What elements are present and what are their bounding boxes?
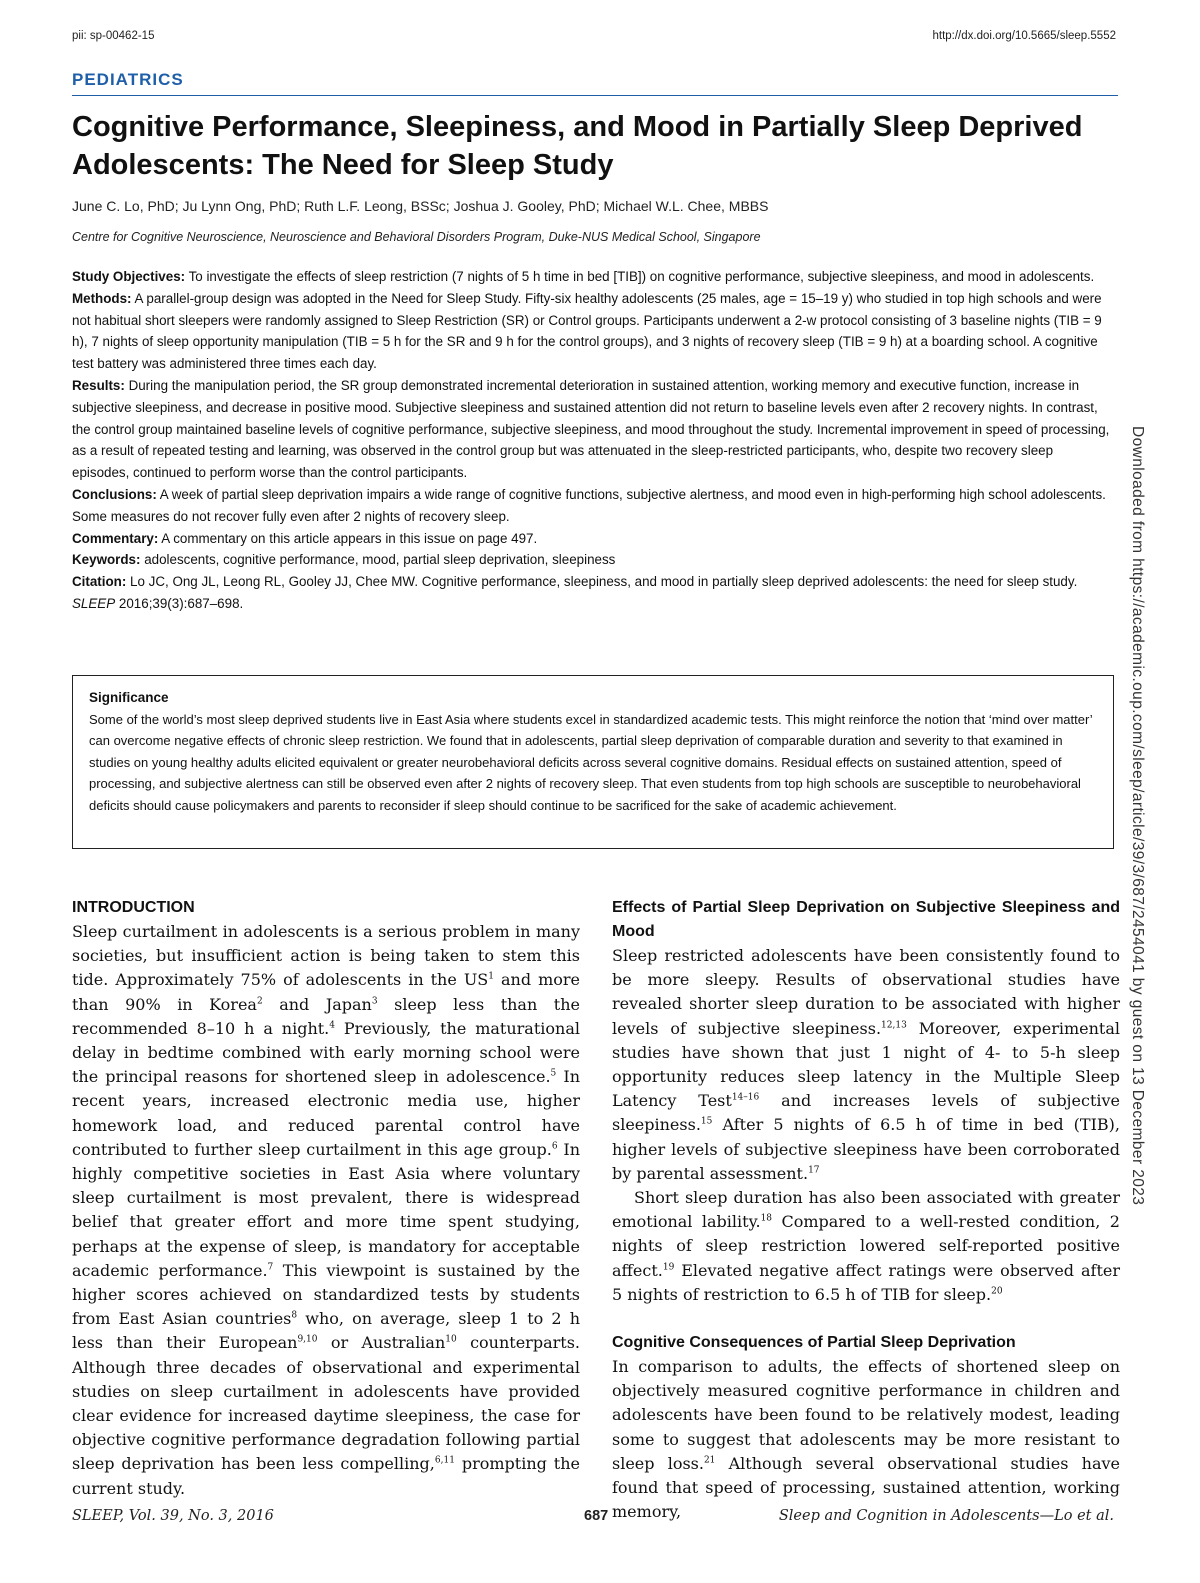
ref-marker: 6 — [551, 1141, 558, 1152]
results-text: During the manipulation period, the SR group demonstrated incremental deterioration in sustained attention, working memory and executive function, increase in subjective sleepiness, and decrease in positive mood. Subjective sleepiness and sustained attention did not return to baseline levels even after 2 recovery nights. In contrast, the control group maintained baseline levels of cognitive performance, subjective sleepiness, and mood throughout the study. Incremental improvement in speed of processing, as a result of repeated testing and learning, was observed in the control group but was attenuated in the sleep-restricted participants, who, despite two recovery sleep episodes, continued to perform worse than the control participants. — [72, 377, 1110, 481]
author-list: June C. Lo, PhD; Ju Lynn Ong, PhD; Ruth L.F. Leong, BSSc; Joshua J. Gooley, PhD; Michael W.L. Chee, MBBS — [72, 198, 769, 214]
ref-marker: 2 — [256, 996, 263, 1007]
ref-marker: 15 — [700, 1117, 713, 1128]
abstract — [72, 266, 1112, 615]
ref-marker: 9,10 — [297, 1335, 318, 1346]
significance-title: Significance — [89, 690, 169, 705]
abstract-keywords — [72, 549, 1112, 571]
ref-marker: 4 — [329, 1020, 335, 1031]
right-column — [612, 896, 1120, 1524]
header-rule — [72, 95, 1118, 96]
introduction-paragraph: Sleep curtailment in adolescents is a serious problem in many societies, but insufficient action is being taken to stem this tide. Approximately 75% of adolescents in the $US^1$ and more than 90% in Korea$^2$ and Japan$^3$ sleep less than the recommended 8–10 h a night.$^4$ Previously, the maturational delay in bedtime combined with early morning school were the principal reasons for shortened sleep in adolescence.$^5$ In recent years, increased electronic media use, higher homework load, and reduced parental control have contributed to further sleep curtailment in this age group.$^6$ In highly competitive societies in East Asia where voluntary sleep curtailment is most prevalent, there is widespread belief that greater effort and more time spent studying, perhaps at the expense of sleep, is mandatory for acceptable academic performance.$^7$ This viewpoint is sustained by the higher scores achieved on standardized tests by students from East Asian countries$^8$ who, on average, sleep 1 to 2 h less than their European$^{9,10}$ or Australian$^{10}$ counterparts. Although three decades of observational and experimental studies on sleep curtailment in adolescents have provided clear evidence for increased daytime sleepiness, the case for objective cognitive performance degradation following partial sleep deprivation has been less compelling,$^{6,11}$ prompting the current study. — [72, 922, 581, 1498]
abstract-objectives — [72, 266, 1112, 288]
ref-marker: 1 — [488, 972, 494, 983]
article-title: Cognitive Performance, Sleepiness, and Mood in Partially Sleep Deprived Adolescents: The Need for Sleep Study — [72, 111, 1083, 181]
download-watermark: Downloaded from https://academic.oup.com/sleep/article/39/3/687/2454041 by guest on 13 December 2023 — [1129, 426, 1146, 1206]
consequences-paragraph: In comparison to adults, the effects of shortened sleep on objectively measured cognitive performance in children and adolescents have been found to be relatively modest, leading some to suggest that adolescents may be more resistant to sleep loss.$^{21}$ Although several observational studies have found that speed of processing, sustained attention, working memory, — [612, 1357, 1120, 1522]
significance-text: Some of the world’s most sleep deprived students live in East Asia where students excel in standardized academic tests. This might reinforce the notion that ‘mind over matter’ can overcome negative effects of chronic sleep restriction. We found that in adolescents, partial sleep deprivation of comparable duration and severity to that examined in studies on young healthy adults elicited equivalent or greater neurobehavioral deficits across several cognitive domains. Residual effects on sustained attention, speed of processing, and subjective alertness can still be observed even after 2 nights of recovery sleep. That even students from top high schools are susceptible to neurobehavioral deficits should cause policymakers and parents to reconsider if sleep should continue to be sacrificed for the sake of academic achievement. — [89, 711, 1093, 813]
footer-journal: SLEEP, Vol. 39, No. 3, 2016 — [72, 1508, 274, 1524]
page-number: 687 — [584, 1508, 609, 1524]
running-title: Sleep and Cognition in Adolescents—Lo et al. — [778, 1508, 1114, 1524]
conclusions-label: Conclusions: — [72, 486, 157, 502]
ref-marker: 14–16 — [731, 1092, 760, 1103]
abstract-results — [72, 375, 1112, 484]
left-column — [72, 896, 580, 1501]
ref-marker: 10 — [445, 1335, 457, 1346]
ref-marker: 7 — [267, 1262, 274, 1273]
keywords-text: adolescents, cognitive performance, mood, partial sleep deprivation, sleepiness — [140, 552, 616, 568]
ref-marker: 18 — [760, 1213, 773, 1224]
pii-label: pii: sp-00462-15 — [72, 30, 155, 42]
ref-marker: 21 — [703, 1455, 716, 1466]
section-gap — [612, 1307, 1120, 1331]
abstract-citation — [72, 571, 1112, 615]
ref-marker: 5 — [550, 1068, 557, 1079]
section-label: PEDIATRICS — [72, 70, 184, 89]
introduction-heading: INTRODUCTION — [72, 899, 195, 916]
methods-text: A parallel-group design was adopted in the Need for Sleep Study. Fifty-six healthy adolescents (25 males, age = 15–19 y) who studied in top high schools and were not habitual short sleepers were randomly assigned to Sleep Restriction (SR) or Control groups. Participants underwent a 2-w protocol consisting of 3 baseline nights (TIB = 9 h), 7 nights of sleep opportunity manipulation (TIB = 5 h for the SR and 9 h for the control groups), and 3 nights of recovery sleep (TIB = 9 h) at a boarding school. A cognitive test battery was administered three times each day. — [72, 290, 1102, 372]
doi-link[interactable]: http://dx.doi.org/10.5665/sleep.5552 — [932, 30, 1116, 42]
abstract-commentary — [72, 528, 1112, 550]
ref-marker: 17 — [808, 1165, 820, 1176]
ref-marker: 6,11 — [434, 1456, 455, 1467]
citation-journal: SLEEP — [72, 595, 116, 611]
abstract-methods — [72, 288, 1112, 375]
affiliation: Centre for Cognitive Neuroscience, Neuroscience and Behavioral Disorders Program, Duke-NUS Medical School, Singapore — [72, 230, 761, 244]
citation-text: Lo JC, Ong JL, Leong RL, Gooley JJ, Chee MW. Cognitive performance, sleepiness, and mood in partially sleep deprived adolescents: the need for sleep study. — [126, 574, 1078, 590]
ref-marker: 3 — [371, 996, 378, 1007]
citation-label: Citation: — [72, 574, 127, 590]
commentary-text: A commentary on this article appears in this issue on page 497. — [158, 530, 538, 546]
consequences-heading: Cognitive Consequences of Partial Sleep Deprivation — [612, 1334, 1016, 1352]
abstract-conclusions — [72, 484, 1112, 528]
keywords-label: Keywords: — [72, 552, 141, 568]
ref-marker: 8 — [291, 1310, 298, 1321]
methods-label: Methods: — [72, 290, 132, 306]
objectives-label: Study Objectives: — [72, 269, 186, 284]
ref-marker: 12,13 — [881, 1020, 907, 1031]
conclusions-text: A week of partial sleep deprivation impairs a wide range of cognitive functions, subjective alertness, and mood even in high-performing high school adolescents. Some measures do not recover fully even after 2 nights of recovery sleep. — [72, 486, 1106, 524]
effects-heading: Effects of Partial Sleep Deprivation on Subjective Sleepiness and Mood — [612, 899, 1120, 940]
results-label: Results: — [72, 377, 125, 393]
significance-box — [72, 675, 1114, 849]
commentary-label: Commentary: — [72, 530, 159, 546]
ref-marker: 20 — [991, 1286, 1003, 1297]
citation-volume: 2016;39(3):687–698. — [115, 595, 244, 611]
effects-paragraph-2: Short sleep duration has also been associated with greater emotional lability.$^{18}$ Compared to a well-rested condition, 2 nights of sleep restriction lowered self-reported positive affect.$^{19}$ Elevated negative affect ratings were observed after 5 nights of restriction to 6.5 h of TIB for sleep.$^{20}$ — [612, 1188, 1120, 1304]
objectives-text: To investigate the effects of sleep restriction (7 nights of 5 h time in bed [TIB]) on cognitive performance, subjective sleepiness, and mood in adolescents. — [185, 269, 1095, 284]
effects-paragraph-1: Sleep restricted adolescents have been consistently found to be more sleepy. Results of observational studies have revealed shorter sleep duration to be associated with higher levels of subjective sleepiness.$^{12,13}$ Moreover, experimental studies have shown that just 1 night of 4- to 5-h sleep opportunity reduces sleep latency in the Multiple Sleep Latency Test$^{14-16}$ and increases levels of subjective sleepiness.$^{15}$ After 5 nights of 6.5 h of time in bed (TIB), higher levels of subjective sleepiness have been corroborated by parental assessment.$^{17}$ — [612, 946, 1121, 1183]
ref-marker: 19 — [662, 1262, 675, 1273]
